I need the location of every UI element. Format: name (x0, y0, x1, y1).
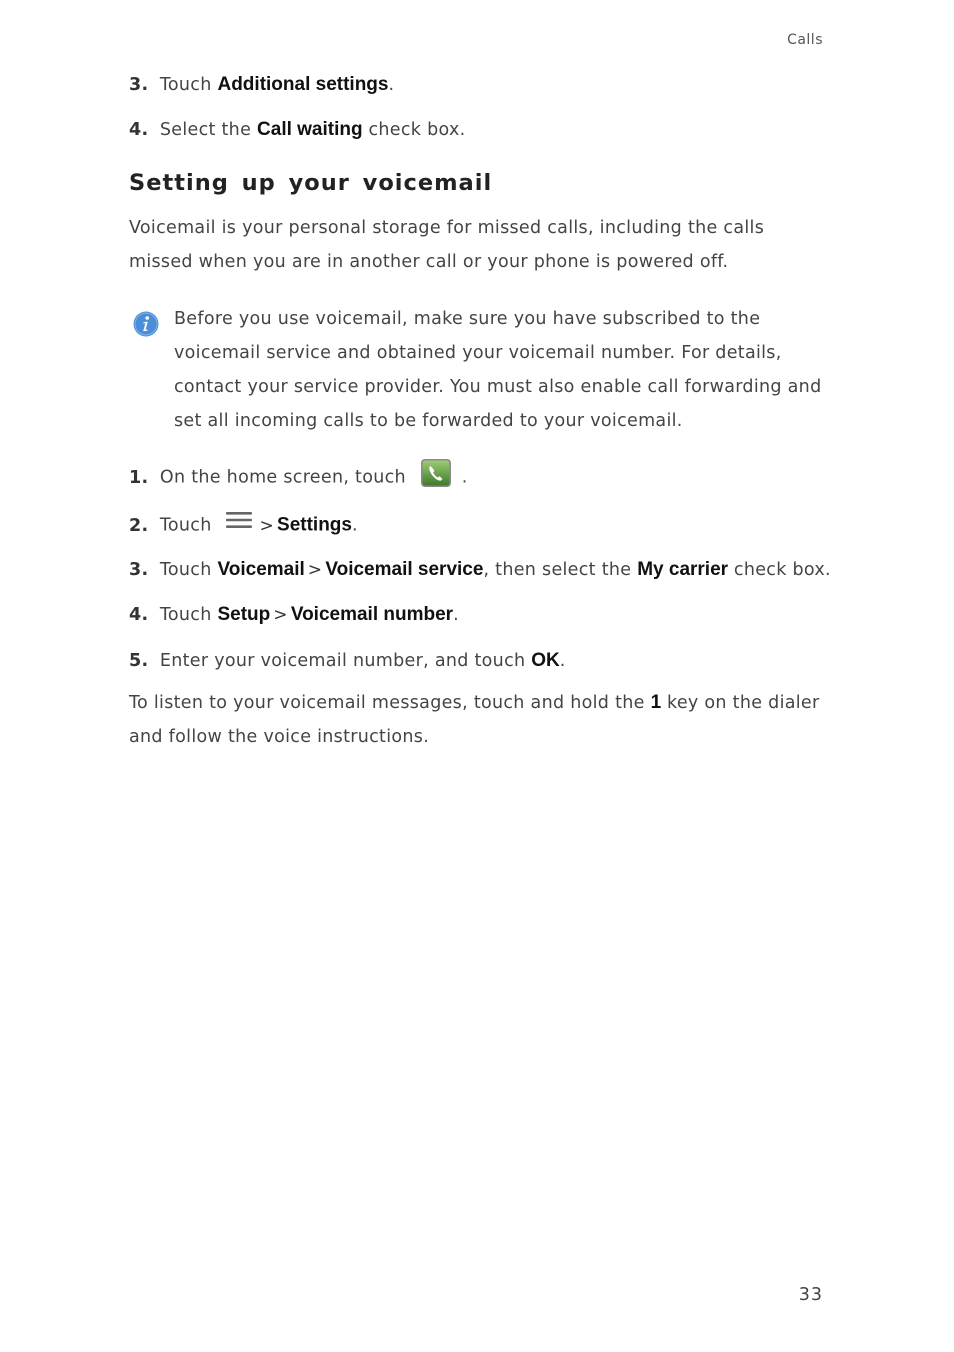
step-number: 2. (129, 515, 149, 536)
step-1-home-screen (129, 460, 468, 495)
step-suffix: . (388, 75, 395, 95)
step-2-settings (129, 513, 358, 538)
step-suffix: . (559, 651, 566, 671)
separator: > (307, 560, 323, 580)
section-heading: Setting up your voicemail (129, 170, 493, 196)
step-number: 5. (129, 651, 149, 671)
ui-term: Voicemail service (325, 559, 484, 580)
step-text: Select the (159, 120, 252, 140)
info-icon (133, 311, 159, 337)
step-number: 4. (129, 605, 149, 625)
step-suffix: . (453, 605, 459, 625)
step-text: Enter your voicemail number, and touch (159, 651, 526, 671)
step-number: 3. (129, 75, 149, 95)
ui-term: Voicemail number (290, 604, 454, 625)
step-3-additional-settings (129, 74, 394, 96)
step-text-mid: , then select the (483, 560, 632, 580)
step-text: Touch (159, 605, 212, 625)
step-number: 1. (129, 467, 149, 488)
separator: > (259, 515, 275, 536)
ui-term: Call waiting (257, 119, 363, 140)
ui-term: My carrier (637, 559, 729, 580)
page-number: 33 (798, 1285, 823, 1305)
key-label: 1 (650, 692, 662, 713)
step-number: 4. (129, 120, 149, 140)
ui-term: Setup (217, 604, 271, 625)
step-3-voicemail-service (129, 559, 831, 581)
step-4-voicemail-number (129, 604, 459, 626)
step-text: Touch (159, 75, 212, 95)
intro-paragraph: Voicemail is your personal storage for missed calls, including the calls missed when you are in another call or your phone is powered off. (129, 218, 765, 272)
ui-term: Settings (277, 514, 352, 536)
step-5-enter-number (129, 650, 566, 672)
ui-term: Voicemail (217, 559, 305, 580)
step-suffix: check box. (368, 120, 466, 140)
closing-text: To listen to your voicemail messages, touch and hold the (129, 693, 645, 713)
ui-term: Additional settings (217, 74, 389, 95)
step-text: On the home screen, touch (159, 467, 406, 488)
closing-paragraph (129, 686, 823, 754)
ui-term: OK (531, 650, 560, 671)
step-4-call-waiting (129, 119, 465, 141)
step-text: Touch (159, 515, 212, 536)
step-suffix: check box. (733, 560, 831, 580)
separator: > (273, 605, 288, 625)
step-number: 3. (129, 560, 149, 580)
step-suffix: . (351, 515, 358, 536)
step-text: Touch (159, 560, 212, 580)
menu-icon (225, 510, 253, 535)
closing-text: key on the dialer and follow the voice instructions. (129, 693, 820, 747)
step-suffix: . (461, 467, 468, 488)
phone-app-icon (420, 458, 452, 493)
running-header: Calls (787, 32, 823, 48)
note-text: Before you use voicemail, make sure you have subscribed to the voicemail service and obtained your voicemail number. For details, contact your service provider. You must also enable call forwarding and set all incoming calls to be forwarded to your voicemail. (174, 309, 822, 431)
